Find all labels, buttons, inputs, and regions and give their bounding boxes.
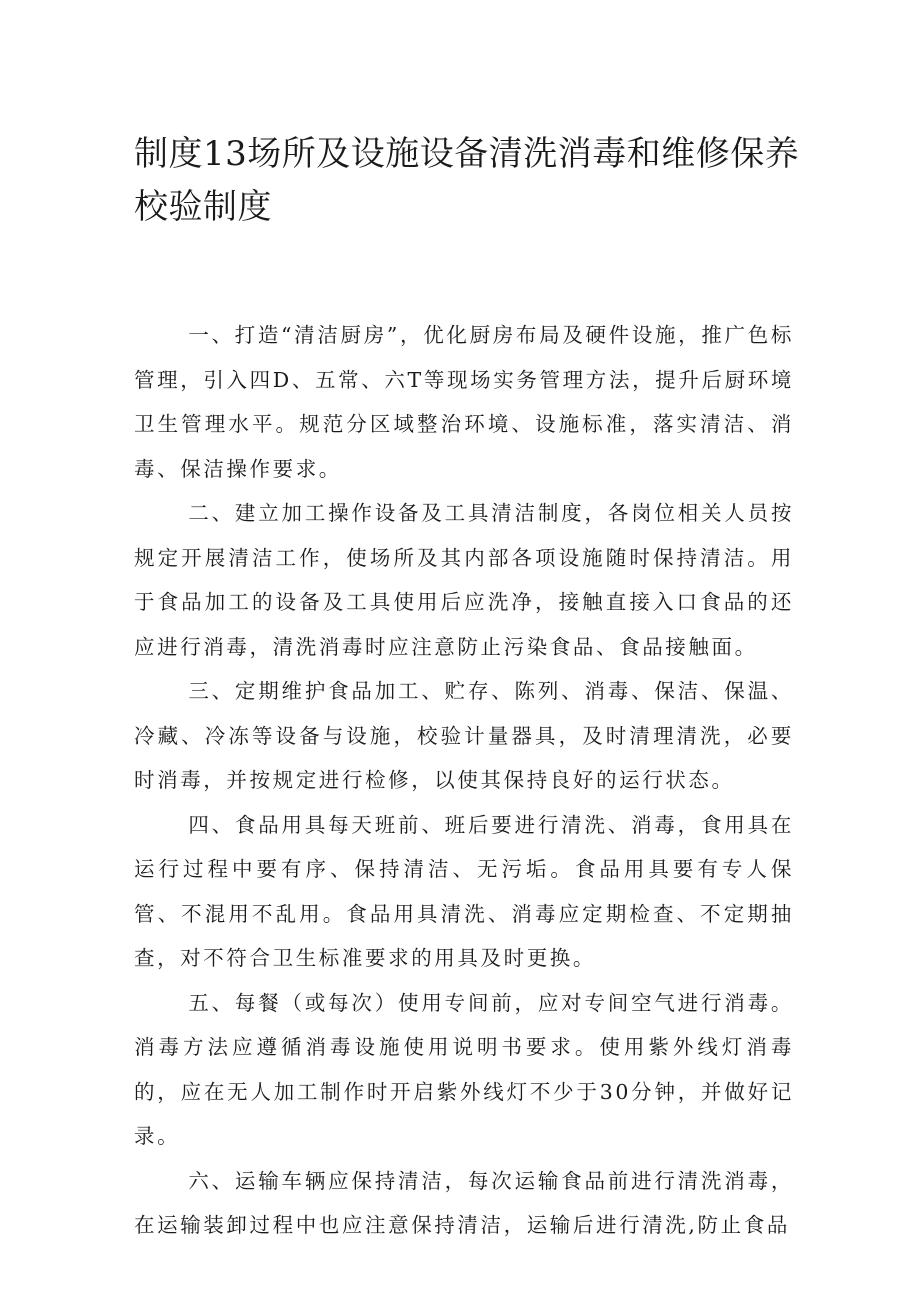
paragraph-2: 二、建立加工操作设备及工具清洁制度，各岗位相关人员按规定开展清洁工作，使场所及其内部各项设施随时保持清洁。用于食品加工的设备及工具使用后应洗净，接触直接入口食品的还应进行消毒，清洗消毒时应注意防止污染食品、食品接触面。 bbox=[134, 501, 794, 659]
paragraph-5: 五、每餐（或每次）使用专间前，应对专间空气进行消毒。消毒方法应遵循消毒设施使用说明书要求。使用紫外线灯消毒的，应在无人加工制作时开启紫外线灯不少于30分钟，并做好记录。 bbox=[134, 990, 794, 1148]
document-title: 制度13场所及设施设备清洗消毒和维修保养校验制度 bbox=[134, 134, 800, 227]
paragraph-3: 三、定期维护食品加工、贮存、陈列、消毒、保洁、保温、冷藏、冷冻等设备与设施，校验计量器具，及时清理清洗，必要时消毒，并按规定进行检修，以使其保持良好的运行状态。 bbox=[134, 679, 794, 792]
document-body bbox=[134, 313, 794, 1248]
paragraph-1: 一、打造“清洁厨房”，优化厨房布局及硬件设施，推广色标管理，引入四D、五常、六T等现场实务管理方法，提升后厨环境卫生管理水平。规范分区域整治环境、设施标准，落实清洁、消毒、保洁操作要求。 bbox=[134, 323, 794, 481]
paragraph-4: 四、食品用具每天班前、班后要进行清洗、消毒，食用具在运行过程中要有序、保持清洁、无污垢。食品用具要有专人保管、不混用不乱用。食品用具清洗、消毒应定期检查、不定期抽查，对不符合卫生标准要求的用具及时更换。 bbox=[134, 812, 794, 970]
paragraph-6: 六、运输车辆应保持清洁，每次运输食品前进行清洗消毒，在运输装卸过程中也应注意保持清洁，运输后进行清洗,防止食品 bbox=[134, 1168, 794, 1237]
